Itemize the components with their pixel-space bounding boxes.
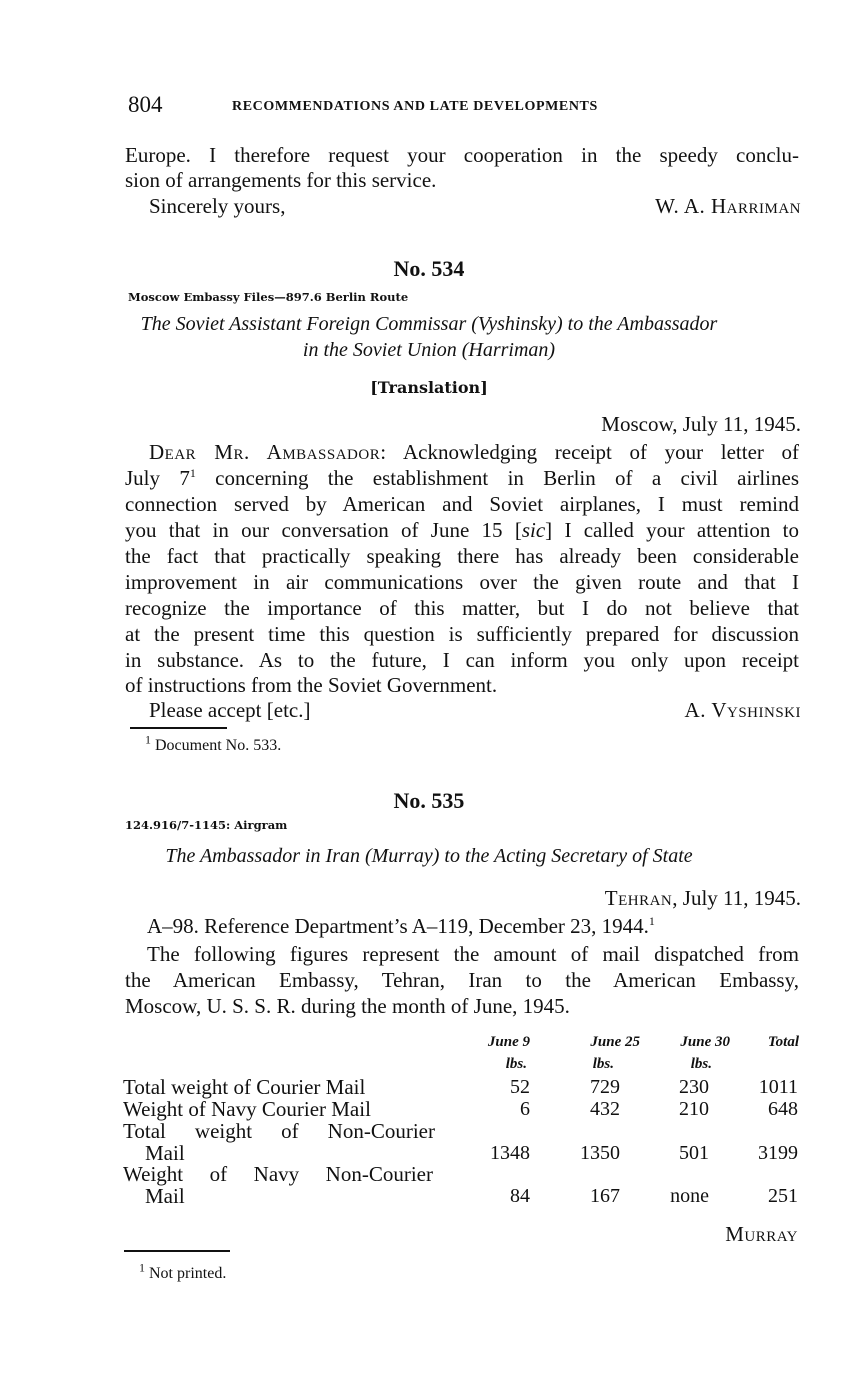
table-row-label: Mail xyxy=(145,1141,185,1165)
table-row-label: Weight of Navy Non-Courier xyxy=(123,1162,433,1186)
table-cell: 251 xyxy=(768,1185,798,1207)
document-title: in the Soviet Union (Harriman) xyxy=(302,339,556,361)
running-title: RECOMMENDATIONS AND LATE DEVELOPMENTS xyxy=(232,99,598,114)
letter-line: at the present time this question is sufficiently prepared for discussion xyxy=(125,622,799,646)
table-cell: 84 xyxy=(510,1185,530,1207)
paragraph-line: Moscow, U. S. S. R. during the month of June, 1945. xyxy=(125,994,570,1018)
table-row-label: Total weight of Non-Courier xyxy=(123,1119,435,1143)
letter-signature: A. Vyshinski xyxy=(684,698,801,722)
prev-letter-line: sion of arrangements for this service. xyxy=(125,168,437,192)
table-cell: 3199 xyxy=(758,1142,798,1164)
letter-line: connection served by American and Soviet airplanes, I must remind xyxy=(125,492,799,516)
table-cell: 210 xyxy=(679,1098,709,1120)
prev-letter-closing: Sincerely yours, xyxy=(149,194,286,218)
letter-line: recognize the importance of this matter, but I do not believe that xyxy=(125,596,799,620)
table-cell: 230 xyxy=(679,1076,709,1098)
reference-line: A–98. Reference Department’s A–119, December 23, 1944.$^1$ xyxy=(147,914,655,938)
footnote: $^1$ Document No. 533. xyxy=(145,732,282,754)
table-cell: 729 xyxy=(590,1076,620,1098)
document-title: The Ambassador in Iran (Murray) to the Acting Secretary of State xyxy=(165,845,693,867)
table-cell: 432 xyxy=(590,1098,620,1120)
column-unit: lbs. xyxy=(690,1056,712,1072)
document-title: The Soviet Assistant Foreign Commissar (Vyshinsky) to the Ambassador xyxy=(140,313,718,335)
column-header: June 9 xyxy=(487,1034,530,1050)
column-unit: lbs. xyxy=(505,1056,527,1072)
footnote-rule xyxy=(124,1250,230,1252)
place-date: Tehran, July 11, 1945. xyxy=(604,886,801,910)
letter-line: you that in our conversation of June 15 [sic] I called your attention to xyxy=(125,518,799,542)
column-header: June 25 xyxy=(590,1034,640,1050)
letter-line: of instructions from the Soviet Government. xyxy=(125,673,498,697)
table-cell: none xyxy=(670,1185,709,1207)
prev-letter-signature: W. A. Harriman xyxy=(655,194,801,218)
footnote-ref: 1 xyxy=(189,466,196,480)
paragraph-line: the American Embassy, Tehran, Iran to the American Embassy, xyxy=(125,968,799,992)
table-cell: 52 xyxy=(510,1076,530,1098)
column-header: Total xyxy=(767,1034,799,1050)
footnote-rule xyxy=(130,727,227,729)
table-cell: 648 xyxy=(768,1098,798,1120)
document-number: No. 534 xyxy=(393,256,465,281)
table-cell: 1348 xyxy=(490,1142,530,1164)
footnote-ref: 1 xyxy=(648,914,655,928)
file-reference: Moscow Embassy Files—897.6 Berlin Route xyxy=(128,290,409,304)
footnote: $^1$ Not printed. xyxy=(139,1260,227,1282)
place-date: Moscow, July 11, 1945. xyxy=(601,412,801,436)
table-cell: 501 xyxy=(679,1142,709,1164)
table-cell: 6 xyxy=(520,1098,530,1120)
letter-line: improvement in air communications over the given route and that I xyxy=(125,570,799,594)
salutation: Dear Mr. Ambassador: xyxy=(149,440,387,464)
letter-line: the fact that practically speaking there has already been considerable xyxy=(125,544,799,568)
signature: Murray xyxy=(725,1222,798,1246)
letter-line: in substance. As to the future, I can inform you only upon receipt xyxy=(125,648,799,672)
table-cell: 1011 xyxy=(758,1076,798,1098)
page-number: 804 xyxy=(128,92,163,117)
column-unit: lbs. xyxy=(592,1056,614,1072)
table-cell: 167 xyxy=(590,1185,620,1207)
paragraph-line: The following figures represent the amount of mail dispatched from xyxy=(147,942,799,966)
letter-closing: Please accept [etc.] xyxy=(149,698,311,722)
table-row-label: Weight of Navy Courier Mail xyxy=(123,1097,371,1121)
table-row-label: Total weight of Courier Mail xyxy=(123,1075,366,1099)
document-number: No. 535 xyxy=(393,788,465,813)
letter-line: July $7^1$ concerning the establishment in Berlin of a civil airlines xyxy=(125,466,799,490)
letter-line: Dear Mr. Ambassador: Acknowledging receipt of your letter of xyxy=(149,440,799,464)
prev-letter-line: Europe. I therefore request your cooperation in the speedy conclu- xyxy=(125,143,799,167)
table-cell: 1350 xyxy=(580,1142,620,1164)
table-row-label: Mail xyxy=(145,1184,185,1208)
translation-note: [Translation] xyxy=(370,378,488,397)
column-header: June 30 xyxy=(680,1034,730,1050)
file-reference: 124.916/7-1145: Airgram xyxy=(125,818,288,832)
